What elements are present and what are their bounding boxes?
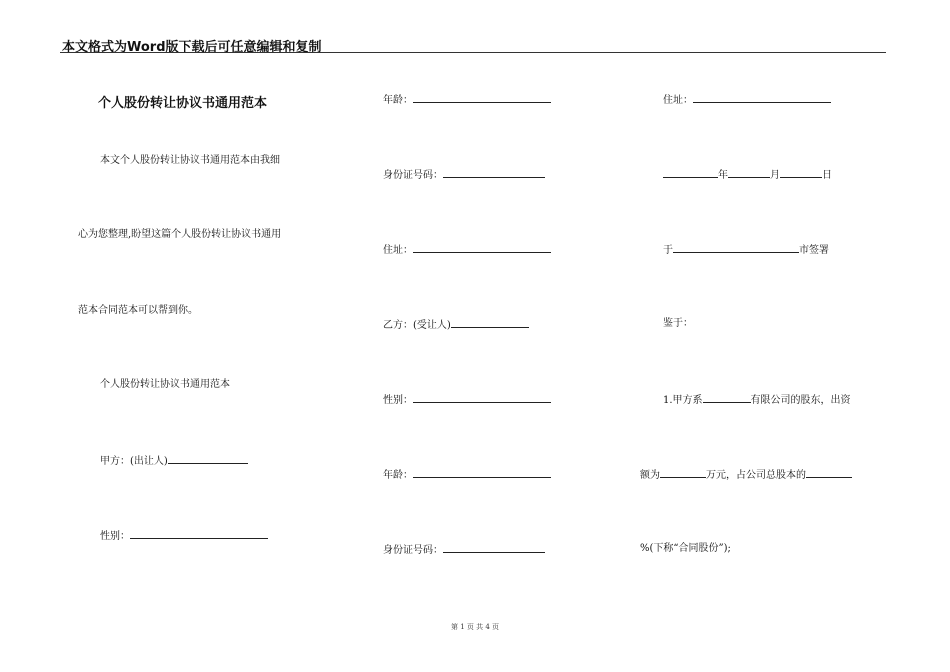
gender-label: 性别： bbox=[383, 395, 413, 406]
document-header: 本文格式为Word版下载后可任意编辑和复制 bbox=[62, 40, 322, 55]
age-line-2 bbox=[383, 467, 551, 483]
city-blank[interactable] bbox=[673, 242, 799, 253]
party-a-gender-line bbox=[100, 528, 268, 544]
id-line-2 bbox=[383, 542, 545, 558]
year-blank[interactable] bbox=[663, 167, 718, 178]
age-blank[interactable] bbox=[413, 467, 551, 478]
clause-1-company: 有限公司的股东，出资 bbox=[750, 395, 851, 406]
gender-blank[interactable] bbox=[413, 392, 551, 403]
address-label: 住址： bbox=[663, 95, 693, 106]
day-label: 日 bbox=[822, 170, 832, 181]
age-label: 年龄： bbox=[383, 470, 413, 481]
id-blank[interactable] bbox=[443, 542, 545, 553]
age-label: 年龄： bbox=[383, 95, 413, 106]
amount-blank[interactable] bbox=[660, 467, 706, 478]
party-a-blank[interactable] bbox=[168, 453, 248, 464]
at-prefix: 于 bbox=[663, 245, 673, 256]
day-blank[interactable] bbox=[780, 167, 822, 178]
id-blank[interactable] bbox=[443, 167, 545, 178]
id-label: 身份证号码： bbox=[383, 170, 443, 181]
percent-blank[interactable] bbox=[806, 467, 852, 478]
party-a-label: 甲方：(出让人) bbox=[100, 456, 168, 467]
document-title: 个人股份转让协议书通用范本 bbox=[98, 96, 268, 111]
year-label: 年 bbox=[718, 170, 728, 181]
header-divider bbox=[60, 52, 886, 53]
page-number: 第 1 页 共 4 页 bbox=[450, 623, 500, 631]
address-line-1 bbox=[383, 242, 551, 258]
address-label: 住址： bbox=[383, 245, 413, 256]
id-line-1 bbox=[383, 167, 545, 183]
age-line-1 bbox=[383, 92, 551, 108]
id-label: 身份证号码： bbox=[383, 545, 443, 556]
clause-1-line-1 bbox=[663, 392, 851, 408]
subtitle: 个人股份转让协议书通用范本 bbox=[100, 379, 230, 390]
clause-1-line-2 bbox=[640, 467, 852, 483]
gender-blank[interactable] bbox=[130, 528, 268, 539]
at-suffix: 市签署 bbox=[799, 245, 829, 256]
month-blank[interactable] bbox=[728, 167, 770, 178]
clause-1-line-3: %(下称“合同股份”); bbox=[640, 543, 731, 554]
party-b-label: 乙方：(受让人) bbox=[383, 320, 451, 331]
date-line bbox=[663, 167, 832, 183]
address-line-2 bbox=[663, 92, 831, 108]
intro-line-3: 范本合同范本可以帮到你。 bbox=[78, 305, 198, 316]
clause-1-amount-label: 额为 bbox=[640, 470, 660, 481]
company-blank[interactable] bbox=[703, 392, 751, 403]
party-b-line bbox=[383, 317, 529, 333]
intro-line-2: 心为您整理,盼望这篇个人股份转让协议书通用 bbox=[78, 229, 282, 240]
address-blank[interactable] bbox=[413, 242, 551, 253]
clause-1-prefix: 1.甲方系 bbox=[663, 395, 703, 406]
clause-1-share-label: 万元，占公司总股本的 bbox=[706, 470, 806, 481]
month-label: 月 bbox=[770, 170, 780, 181]
gender-label: 性别： bbox=[100, 531, 130, 542]
party-a-line bbox=[100, 453, 248, 469]
party-b-gender-line bbox=[383, 392, 551, 408]
party-b-blank[interactable] bbox=[451, 317, 529, 328]
whereas-heading: 鉴于： bbox=[663, 318, 693, 329]
signing-location-line bbox=[663, 242, 829, 258]
intro-line-1: 本文个人股份转让协议书通用范本由我细 bbox=[100, 155, 280, 166]
age-blank[interactable] bbox=[413, 92, 551, 103]
address-blank[interactable] bbox=[693, 92, 831, 103]
